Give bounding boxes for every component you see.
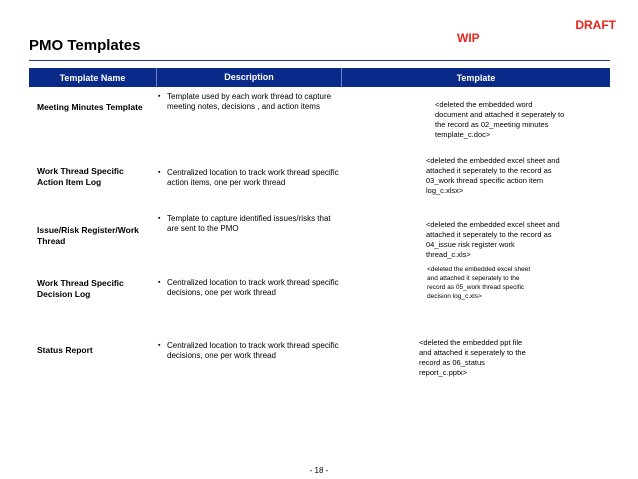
description-text: Template used by each work thread to capture meeting notes, decisions , and action items (167, 92, 332, 111)
template-description (158, 92, 343, 112)
page-title: PMO Templates (29, 37, 141, 54)
template-placeholder: <deleted the embedded excel sheet and attached it seperately to the record as 03_work thread specific action item log_c.xlsx> (426, 156, 560, 195)
bullet-icon: ▪ (158, 342, 161, 349)
bullet-icon: ▪ (158, 215, 161, 222)
draft-label: DRAFT (575, 18, 616, 32)
column-header-template: Template (456, 72, 496, 83)
table-header (29, 68, 610, 87)
template-name: Work Thread Specific Action Item Log (37, 166, 124, 187)
bullet-icon: ▪ (158, 169, 161, 176)
template-description (158, 341, 343, 361)
title-divider (29, 60, 610, 61)
description-text: Centralized location to track work thread specific action items, one per work thread (167, 168, 339, 187)
description-text: Centralized location to track work thread specific decisions, one per work thread (167, 278, 339, 297)
table-row (29, 90, 610, 150)
bullet-icon: ▪ (158, 93, 161, 100)
table-row (29, 265, 610, 315)
template-name: Issue/Risk Register/Work Thread (37, 225, 139, 246)
table-row (29, 212, 610, 262)
wip-label: WIP (457, 31, 480, 45)
description-text: Template to capture identified issues/risks that are sent to the PMO (167, 214, 331, 233)
template-name: Status Report (37, 345, 93, 355)
template-placeholder: <deleted the embedded word document and attached it seperately to the record as 02_meeting minutes template_c.doc> (435, 100, 565, 139)
template-description (158, 168, 343, 188)
template-description (158, 214, 343, 234)
template-name: Work Thread Specific Decision Log (37, 278, 124, 299)
page-number: - 18 - (309, 466, 329, 475)
table-row (29, 154, 610, 204)
column-header-description: Description (156, 68, 342, 87)
template-placeholder: <deleted the embedded excel sheet and attached it seperately to the record as 05_work thread specific decision log_c.xls> (427, 266, 531, 300)
template-placeholder: <deleted the embedded ppt file and attached it seperately to the record as 06_status report_c.pptx> (419, 338, 526, 377)
table-row (29, 338, 610, 388)
column-header-template-name: Template Name (59, 72, 126, 83)
description-text: Centralized location to track work thread specific decisions, one per work thread (167, 341, 339, 360)
template-placeholder: <deleted the embedded excel sheet and attached it seperately to the record as 04_issue risk register work thread_c.xls> (426, 220, 560, 259)
template-name: Meeting Minutes Template (37, 102, 143, 112)
bullet-icon: ▪ (158, 279, 161, 286)
template-description (158, 278, 343, 298)
